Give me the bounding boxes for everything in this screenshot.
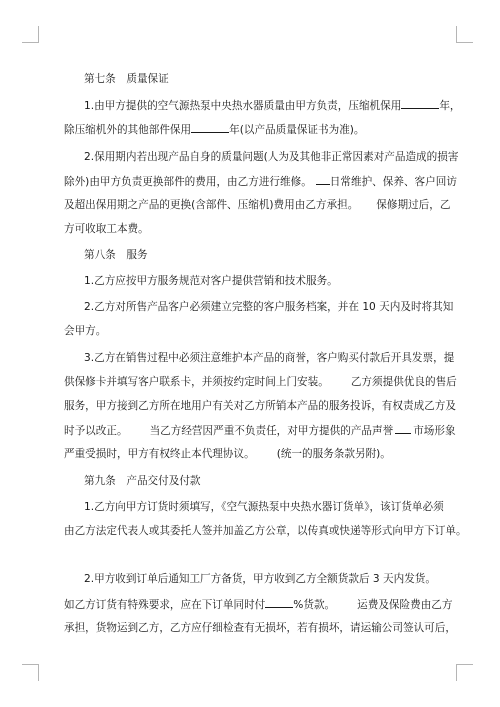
fill-blank [191, 122, 229, 133]
article9-p1-line1: 1.乙方向甲方订货时须填写，《空气源热泵中央热水器订货单》，该订货单必须 [84, 501, 444, 513]
fill-blank [401, 98, 439, 109]
article8-p3-line2 [64, 375, 457, 389]
text-run: 如乙方订货有特殊要求，应在下订单同时付 [64, 599, 266, 611]
article8-p1: 1.乙方应按甲方服务规范对客户提供营销和技术服务。 [84, 275, 338, 287]
article7-p1-line2 [64, 122, 365, 136]
text-run: 及超出保用期之产品的更换(含部件、压缩机)费用由乙方承担。 [64, 199, 359, 211]
crop-mark-bottom-right [456, 664, 473, 681]
article8-p3-line4 [64, 423, 456, 437]
crop-mark-bottom-left [22, 664, 39, 681]
article8-heading: 第八条 服务 [84, 249, 148, 261]
text-run: 时予以改正。 [64, 425, 128, 437]
text-run: 严重受损时，甲方有权终止本代理协议。 [64, 448, 255, 460]
fill-blank [395, 423, 411, 434]
article8-p2-line2: 会甲方。 [64, 325, 107, 337]
fill-blank [265, 597, 293, 608]
article7-p2-line2 [64, 174, 457, 188]
article8-p3-line3: 服务，甲方接到乙方所在地用户有关对乙方所销本产品的服务投诉，有权责成乙方及 [64, 400, 456, 412]
text-run: 乙方须提供优良的售后 [350, 376, 457, 388]
article9-p2-line1: 2.甲方收到订单后通知工厂方备货，甲方收到乙方全额货款后 3 天内发货。 [84, 573, 436, 585]
text-run: 年(以产品质量保证书为准)。 [229, 124, 365, 136]
text-run: 当乙方经营因严重不负责任，对甲方提供的产品声誉 [149, 425, 394, 437]
text-run: 除压缩机外的其他部件保用 [64, 124, 192, 136]
text-run: %货款。 [293, 599, 336, 611]
article7-p2-line3 [64, 198, 450, 212]
article7-p1-line1 [84, 98, 461, 112]
article9-p2-line3: 承担，货物运到乙方，乙方应仔细检查有无损坏，若有损坏，请运输公司签认可后， [64, 622, 456, 634]
text-run: 保修期过后，乙 [376, 199, 451, 211]
text-run: 除外)由甲方负责更换部件的费用，由乙方进行维修。 [64, 176, 312, 188]
text-run: 年， [439, 100, 461, 112]
fill-blank [316, 174, 330, 185]
article9-p1-line2: 由乙方法定代表人或其委托人签并加盖乙方公章，以传真或快递等形式向甲方下订单。 [64, 525, 467, 537]
text-run: 运费及保险费由乙方 [357, 599, 453, 611]
article9-heading: 第九条 产品交付及付款 [84, 475, 201, 487]
article7-heading: 第七条 质量保证 [84, 73, 169, 85]
text-run: 供保修卡并填写客户联系卡，并须按约定时间上门安装。 [64, 376, 329, 388]
text-run: (统一的服务条款另附)。 [276, 448, 391, 460]
article8-p2-line1: 2.乙方对所售产品客户必须建立完整的客户服务档案，并在 10 天内及时将其知 [84, 301, 454, 313]
article8-p3-line5 [64, 447, 391, 461]
article7-p2-line1: 2.保用期内若出现产品自身的质量问题(人为及其他非正常因素对产品造成的损害 [84, 151, 459, 163]
text-run: 市场形象 [413, 425, 456, 437]
article8-p3-line1: 3.乙方在销售过程中必须注意维护本产品的商誉，客户购买付款后开具发票，提 [84, 352, 455, 364]
text-run: 日常维护、保养、客户回访 [329, 176, 457, 188]
crop-mark-top-right [456, 26, 473, 43]
article9-p2-line2 [64, 597, 452, 611]
article7-p2-line4: 方可收取工本费。 [64, 223, 149, 235]
text-run: 1.由甲方提供的空气源热泵中央热水器质量由甲方负责，压缩机保用 [84, 100, 402, 112]
crop-mark-top-left [22, 26, 39, 43]
